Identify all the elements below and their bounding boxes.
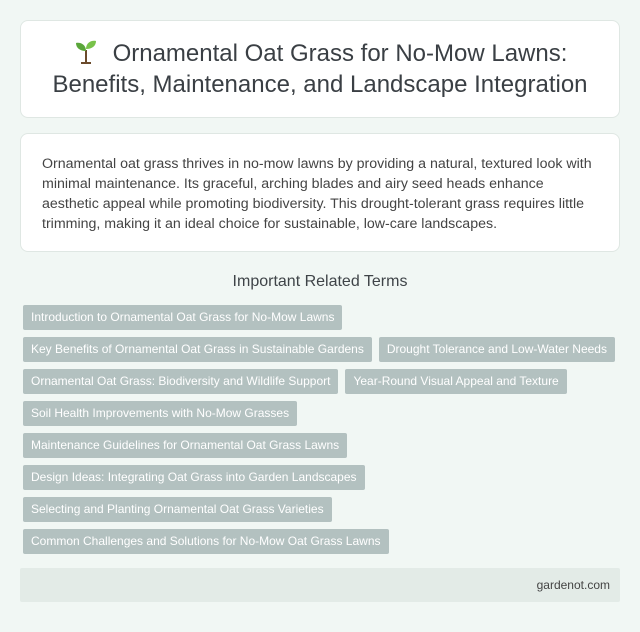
term-row [23,433,623,458]
footer [20,568,620,602]
term-row [23,337,623,362]
term-link[interactable]: Common Challenges and Solutions for No-Mow Oat Grass Lawns [23,529,389,554]
term-row [23,369,623,394]
term-row [23,529,623,554]
term-link[interactable]: Design Ideas: Integrating Oat Grass into Garden Landscapes [23,465,365,490]
intro-text: Ornamental oat grass thrives in no-mow lawns by providing a natural, textured look with minimal maintenance. Its graceful, arching blades and airy seed heads enhance aesthetic appeal while promoting biodiversity. This drought-tolerant grass requires little trimming, making it an ideal choice for sustainable, low-care landscapes. [42,156,592,232]
related-terms-heading: Important Related Terms [232,273,408,290]
term-link[interactable]: Year-Round Visual Appeal and Texture [345,369,566,394]
sprout-icon [73,38,99,64]
intro-card [20,133,620,252]
term-row [23,465,623,490]
term-link[interactable]: Soil Health Improvements with No-Mow Grasses [23,401,297,426]
term-link[interactable]: Maintenance Guidelines for Ornamental Oat Grass Lawns [23,433,347,458]
term-link[interactable]: Key Benefits of Ornamental Oat Grass in Sustainable Gardens [23,337,372,362]
term-row [23,305,623,330]
term-link[interactable]: Introduction to Ornamental Oat Grass for No-Mow Lawns [23,305,342,330]
related-terms-list [23,305,623,561]
page-title-text: Ornamental Oat Grass for No-Mow Lawns: Benefits, Maintenance, and Landscape Integration [52,40,588,98]
footer-site-link[interactable]: gardenot.com [536,578,610,592]
term-row [23,401,623,426]
term-link[interactable]: Ornamental Oat Grass: Biodiversity and Wildlife Support [23,369,338,394]
term-row [23,497,623,522]
header-card [20,20,620,118]
term-link[interactable]: Selecting and Planting Ornamental Oat Grass Varieties [23,497,332,522]
page-title [40,38,600,100]
term-link[interactable]: Drought Tolerance and Low-Water Needs [379,337,615,362]
